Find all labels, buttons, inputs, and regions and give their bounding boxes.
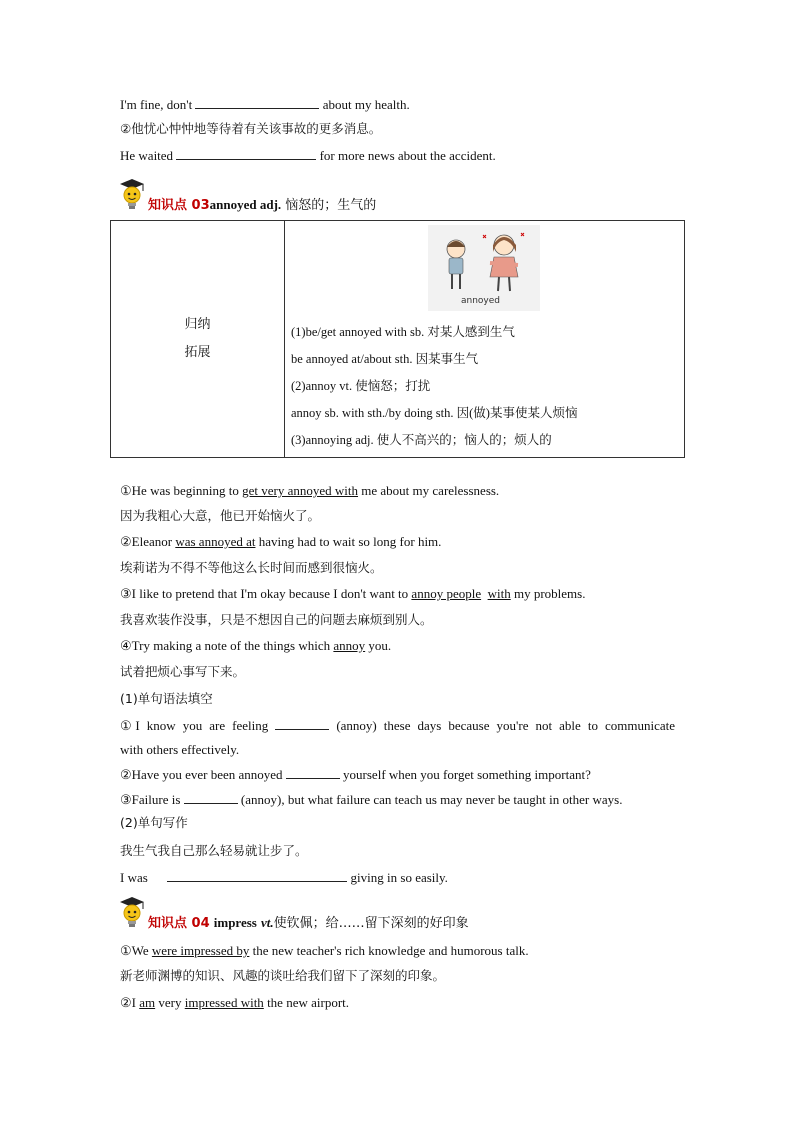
answer-blank[interactable]: [176, 147, 316, 160]
sentence-text: ②Eleanor: [120, 534, 176, 549]
example-translation-impress-1: 新老师渊博的知识、风趣的谈吐给我们留下了深刻的印象。: [120, 968, 446, 983]
sentence-text: ③I like to pretend that I'm okay because I don't want to: [120, 586, 412, 601]
table-row: (3)annoying adj. 使人不高兴的；恼人的；烦人的: [291, 433, 552, 447]
exercise-line-health: [120, 96, 410, 113]
knowledge-point-label: 知识点 04: [148, 916, 210, 931]
exercise-question-2: [120, 766, 591, 783]
sentence-text: I was: [120, 870, 148, 885]
sentence-text: ③Failure is: [120, 792, 181, 807]
answer-blank[interactable]: [184, 791, 238, 804]
keyword-meaning: 恼怒的；生气的: [285, 198, 377, 213]
writing-prompt: 我生气我自己那么轻易就让步了。: [120, 843, 308, 858]
sentence-text: for more news about the accident.: [319, 148, 496, 163]
table-right-cell: [285, 221, 685, 458]
underlined-phrase: impressed with: [184, 995, 264, 1010]
sentence-text: ①We: [120, 943, 152, 958]
answer-blank[interactable]: [167, 869, 347, 882]
sentence-text: ④Try making a note of the things which: [120, 638, 334, 653]
example-sentence-impress-1: [120, 943, 529, 959]
underlined-phrase: with: [487, 586, 511, 601]
example-translation-2: 埃莉诺为不得不等他这么长时间而感到很恼火。: [120, 560, 383, 575]
section-heading-grammar: (1)单句语法填空: [120, 691, 213, 706]
summary-table: [110, 220, 685, 458]
table-row: (2)annoy vt. 使恼怒；打扰: [291, 379, 431, 393]
sentence-text: ②Have you ever been annoyed: [120, 767, 283, 782]
sentence-text: the new airport.: [263, 995, 350, 1010]
answer-blank[interactable]: [275, 717, 329, 730]
keyword-meaning: 使钦佩；给……留下深刻的好印象: [273, 916, 469, 931]
keyword: impress: [213, 915, 257, 930]
sentence-text: yourself when you forget something important?: [343, 767, 591, 782]
example-sentence-1: [120, 483, 499, 499]
sentence-text: me about my carelessness.: [358, 483, 500, 498]
knowledge-point-label: 知识点 03: [148, 198, 210, 213]
extension-label: 拓展: [184, 345, 211, 360]
underlined-phrase: were impressed by: [151, 943, 250, 958]
sentence-text: I'm fine, don't: [120, 97, 193, 112]
lightbulb-scholar-icon: [118, 176, 146, 212]
example-sentence-4: [120, 638, 391, 654]
table-left-cell: [111, 221, 285, 458]
sentence-text: ①He was beginning to: [120, 483, 243, 498]
writing-answer-line: [120, 869, 448, 886]
example-sentence-2: [120, 534, 441, 550]
table-row: annoy sb. with sth./by doing sth. 因(做)某事使某人烦恼: [291, 406, 578, 420]
sentence-text: my problems.: [510, 586, 586, 601]
example-sentence-3: [120, 586, 585, 602]
illustration-caption: annoyed: [461, 296, 501, 306]
answer-blank[interactable]: [195, 96, 319, 109]
part-of-speech: vt.: [261, 915, 274, 930]
exercise-question-1: [120, 717, 675, 734]
table-row: (1)be/get annoyed with sb. 对某人感到生气: [291, 325, 515, 339]
underlined-phrase: annoy people: [411, 586, 482, 601]
chinese-prompt: ②他忧心忡忡地等待着有关该事故的更多消息。: [120, 121, 382, 136]
answer-blank[interactable]: [286, 766, 340, 779]
exercise-line-accident: [120, 147, 496, 164]
example-sentence-impress-2: [120, 995, 349, 1011]
underlined-phrase: was annoyed at: [175, 534, 256, 549]
sentence-text: (annoy), but what failure can teach us may never be taught in other ways.: [240, 792, 623, 807]
sentence-text: the new teacher's rich knowledge and humorous talk.: [249, 943, 529, 958]
sentence-text: ②I: [120, 995, 140, 1010]
sentence-text: ①I know you are feeling: [120, 718, 269, 733]
sentence-text: (annoy) these days because you're not able to communicate: [336, 718, 676, 733]
sentence-text: you.: [365, 638, 392, 653]
example-translation-1: 因为我粗心大意，他已开始恼火了。: [120, 508, 321, 523]
lightbulb-scholar-icon: [118, 894, 146, 930]
underlined-phrase: am: [139, 995, 156, 1010]
underlined-phrase: annoy: [333, 638, 366, 653]
sentence-text: giving in so easily.: [350, 870, 448, 885]
exercise-question-3: [120, 791, 622, 808]
example-translation-3: 我喜欢装作没事，只是不想因自己的问题去麻烦到别人。: [120, 612, 433, 627]
sentence-text: very: [155, 995, 185, 1010]
underlined-phrase: get very annoyed with: [242, 483, 359, 498]
exercise-question-1-cont: with others effectively.: [120, 742, 240, 757]
keyword: annoyed adj.: [209, 197, 282, 212]
section-heading-writing: (2)单句写作: [120, 815, 188, 830]
sentence-text: having had to wait so long for him.: [255, 534, 442, 549]
sentence-text: about my health.: [322, 97, 410, 112]
example-translation-4: 试着把烦心事写下来。: [120, 664, 246, 679]
summary-label: 归纳: [184, 317, 211, 332]
sentence-text: He waited: [120, 148, 174, 163]
table-row: be annoyed at/about sth. 因某事生气: [291, 352, 479, 366]
